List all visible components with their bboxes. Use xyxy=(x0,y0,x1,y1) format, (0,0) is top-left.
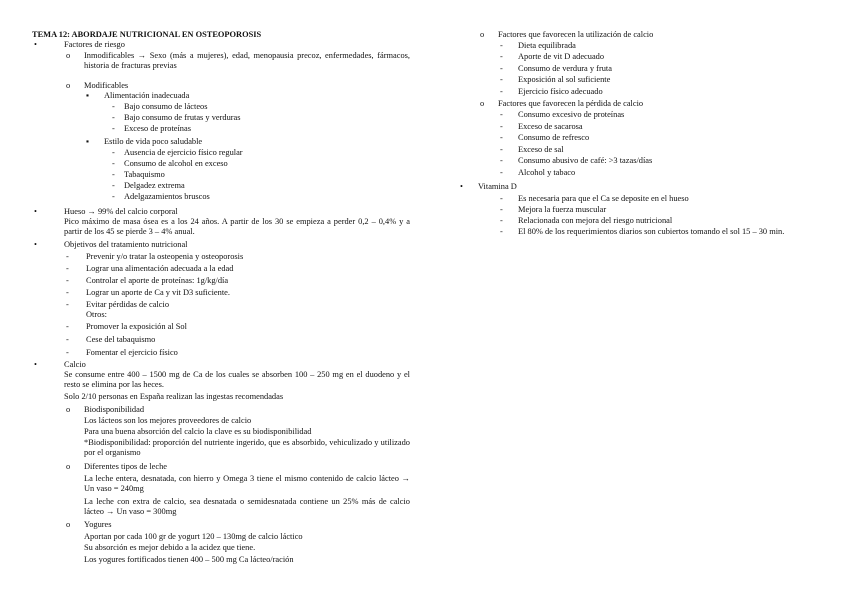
item-perdida: Factores que favorecen la pérdida de calcio xyxy=(498,99,644,108)
section-calcio: Calcio xyxy=(64,360,86,369)
text-yogures-1: Aportan por cada 100 gr de yogurt 120 – 130mg de calcio láctico xyxy=(84,532,303,541)
section-vitamina-d: Vitamina D xyxy=(478,182,517,191)
bullet-dash: - xyxy=(112,113,115,122)
bullet-dash: - xyxy=(66,348,69,357)
bullet-dash: - xyxy=(500,75,503,84)
list-item: Consumo de verdura y fruta xyxy=(518,64,612,73)
bullet-dash: - xyxy=(500,122,503,131)
bullet-dash: - xyxy=(500,87,503,96)
list-item: Prevenir y/o tratar la osteopenia y osteoporosis xyxy=(86,252,244,261)
text-calcio-solo: Solo 2/10 personas en España realizan las ingestas recomendadas xyxy=(64,392,284,401)
list-item: El 80% de los requerimientos diarios son cubiertos tomando el sol 15 – 30 min. xyxy=(518,227,785,236)
bullet-circle: o xyxy=(66,520,71,529)
item-tipos-leche: Diferentes tipos de leche xyxy=(84,462,168,471)
bullet-disc: • xyxy=(34,240,37,249)
list-item: Delgadez extrema xyxy=(124,181,185,190)
item-biodisponibilidad: Biodisponibilidad xyxy=(84,405,145,414)
list-item: Mejora la fuerza muscular xyxy=(518,205,607,214)
item-modificables: Modificables xyxy=(84,81,129,90)
bullet-dash: - xyxy=(500,133,503,142)
bullet-dash: - xyxy=(500,41,503,50)
list-item: Bajo consumo de frutas y verduras xyxy=(124,113,241,122)
item-estilo: Estilo de vida poco saludable xyxy=(104,137,203,146)
bullet-dash: - xyxy=(500,156,503,165)
bullet-dash: - xyxy=(500,205,503,214)
bullet-circle: o xyxy=(66,405,71,414)
bullet-dash: - xyxy=(500,145,503,154)
item-yogures: Yogures xyxy=(84,520,112,529)
text-biodisp-2: Para una buena absorción del calcio la clave es su biodisponibilidad xyxy=(84,427,312,436)
text-biodisp-1: Los lácteos son los mejores proveedores de calcio xyxy=(84,416,252,425)
bullet-dash: - xyxy=(500,216,503,225)
list-item: Lograr una alimentación adecuada a la edad xyxy=(86,264,234,273)
list-item: Exposición al sol suficiente xyxy=(518,75,611,84)
section-objetivos: Objetivos del tratamiento nutricional xyxy=(64,240,188,249)
bullet-circle: o xyxy=(480,30,485,39)
item-utilizacion: Factores que favorecen la utilización de calcio xyxy=(498,30,654,39)
list-item: Lograr un aporte de Ca y vit D3 suficiente. xyxy=(86,288,230,297)
bullet-dash: - xyxy=(112,181,115,190)
text-biodisp-def: *Biodisponibilidad: proporción del nutriente ingerido, que es absorbido, vehiculizado y utilizado por el organismo xyxy=(84,438,410,457)
bullet-dash: - xyxy=(112,170,115,179)
list-item: Tabaquismo xyxy=(124,170,165,179)
list-item: Bajo consumo de lácteos xyxy=(124,102,208,111)
bullet-dash: - xyxy=(112,102,115,111)
list-item: Consumo abusivo de café: >3 tazas/días xyxy=(518,156,653,165)
text-leche-2: La leche con extra de calcio, sea desnatada o semidesnatada contiene un 25% más de calcio lácteo → Un vaso = 300mg xyxy=(84,497,410,516)
bullet-circle: o xyxy=(66,81,71,90)
list-item: Consumo de alcohol en exceso xyxy=(124,159,228,168)
bullet-dash: - xyxy=(66,264,69,273)
bullet-dash: - xyxy=(500,110,503,119)
list-item: Adelgazamientos bruscos xyxy=(124,192,210,201)
text-yogures-3: Los yogures fortificados tienen 400 – 500 mg Ca lácteo/ración xyxy=(84,555,294,564)
bullet-circle: o xyxy=(480,99,485,108)
text-inmodificables: Inmodificables → Sexo (más a mujeres), edad, menopausia precoz, enfermedades, fármacos, historia de fracturas previas xyxy=(84,51,410,70)
bullet-dash: - xyxy=(500,64,503,73)
bullet-dash: - xyxy=(112,148,115,157)
bullet-dash: - xyxy=(66,335,69,344)
list-item: Consumo excesivo de proteínas xyxy=(518,110,625,119)
bullet-dash: - xyxy=(500,168,503,177)
bullet-dash: - xyxy=(66,288,69,297)
list-item: Controlar el aporte de proteínas: 1g/kg/día xyxy=(86,276,229,285)
list-item: Exceso de proteínas xyxy=(124,124,191,133)
list-item: Dieta equilibrada xyxy=(518,41,576,50)
list-item: Exceso de sal xyxy=(518,145,564,154)
list-item: Es necesaria para que el Ca se deposite en el hueso xyxy=(518,194,689,203)
list-item: Exceso de sacarosa xyxy=(518,122,583,131)
list-item: Evitar pérdidas de calcio xyxy=(86,300,170,309)
bullet-dash: - xyxy=(500,194,503,203)
text-hueso: Pico máximo de masa ósea es a los 24 años. A partir de los 30 se empieza a perder 0,2 – 0,4% y a partir de los 45 se pierde 3 – 4% anual. xyxy=(64,217,410,236)
list-item: Cese del tabaquismo xyxy=(86,335,156,344)
text-leche-1: La leche entera, desnatada, con hierro y Omega 3 tiene el mismo contenido de calcio lácteo → Un vaso = 240mg xyxy=(84,474,410,493)
bullet-disc: • xyxy=(34,207,37,216)
text-calcio: Se consume entre 400 – 1500 mg de Ca de los cuales se absorben 100 – 250 mg en el duodeno y el resto se elimina por las heces. xyxy=(64,370,410,389)
bullet-disc: • xyxy=(34,40,37,49)
bullet-disc: • xyxy=(34,360,37,369)
list-item: Ejercicio físico adecuado xyxy=(518,87,603,96)
list-item: Alcohol y tabaco xyxy=(518,168,576,177)
bullet-dash: - xyxy=(66,300,69,309)
list-item: Aporte de vit D adecuado xyxy=(518,52,605,61)
bullet-dash: - xyxy=(66,252,69,261)
section-factores-riesgo: Factores de riesgo xyxy=(64,40,125,49)
bullet-dash: - xyxy=(500,227,503,236)
bullet-disc: • xyxy=(460,182,463,191)
bullet-circle: o xyxy=(66,51,71,60)
document-title: TEMA 12: ABORDAJE NUTRICIONAL EN OSTEOPOROSIS xyxy=(32,30,262,39)
text-yogures-2: Su absorción es mejor debido a la acidez que tiene. xyxy=(84,543,256,552)
list-item: Fomentar el ejercicio físico xyxy=(86,348,178,357)
bullet-dash: - xyxy=(112,159,115,168)
bullet-square: ▪ xyxy=(86,91,89,100)
list-item: Promover la exposición al Sol xyxy=(86,322,187,331)
bullet-dash: - xyxy=(66,322,69,331)
list-item: Ausencia de ejercicio físico regular xyxy=(124,148,243,157)
bullet-square: ▪ xyxy=(86,137,89,146)
list-item: Relacionada con mejora del riesgo nutricional xyxy=(518,216,673,225)
section-hueso: Hueso → 99% del calcio corporal xyxy=(64,207,178,216)
label-otros: Otros: xyxy=(86,310,107,319)
bullet-circle: o xyxy=(66,462,71,471)
bullet-dash: - xyxy=(500,52,503,61)
bullet-dash: - xyxy=(112,192,115,201)
item-alimentacion: Alimentación inadecuada xyxy=(104,91,190,100)
list-item: Consumo de refresco xyxy=(518,133,590,142)
bullet-dash: - xyxy=(112,124,115,133)
bullet-dash: - xyxy=(66,276,69,285)
